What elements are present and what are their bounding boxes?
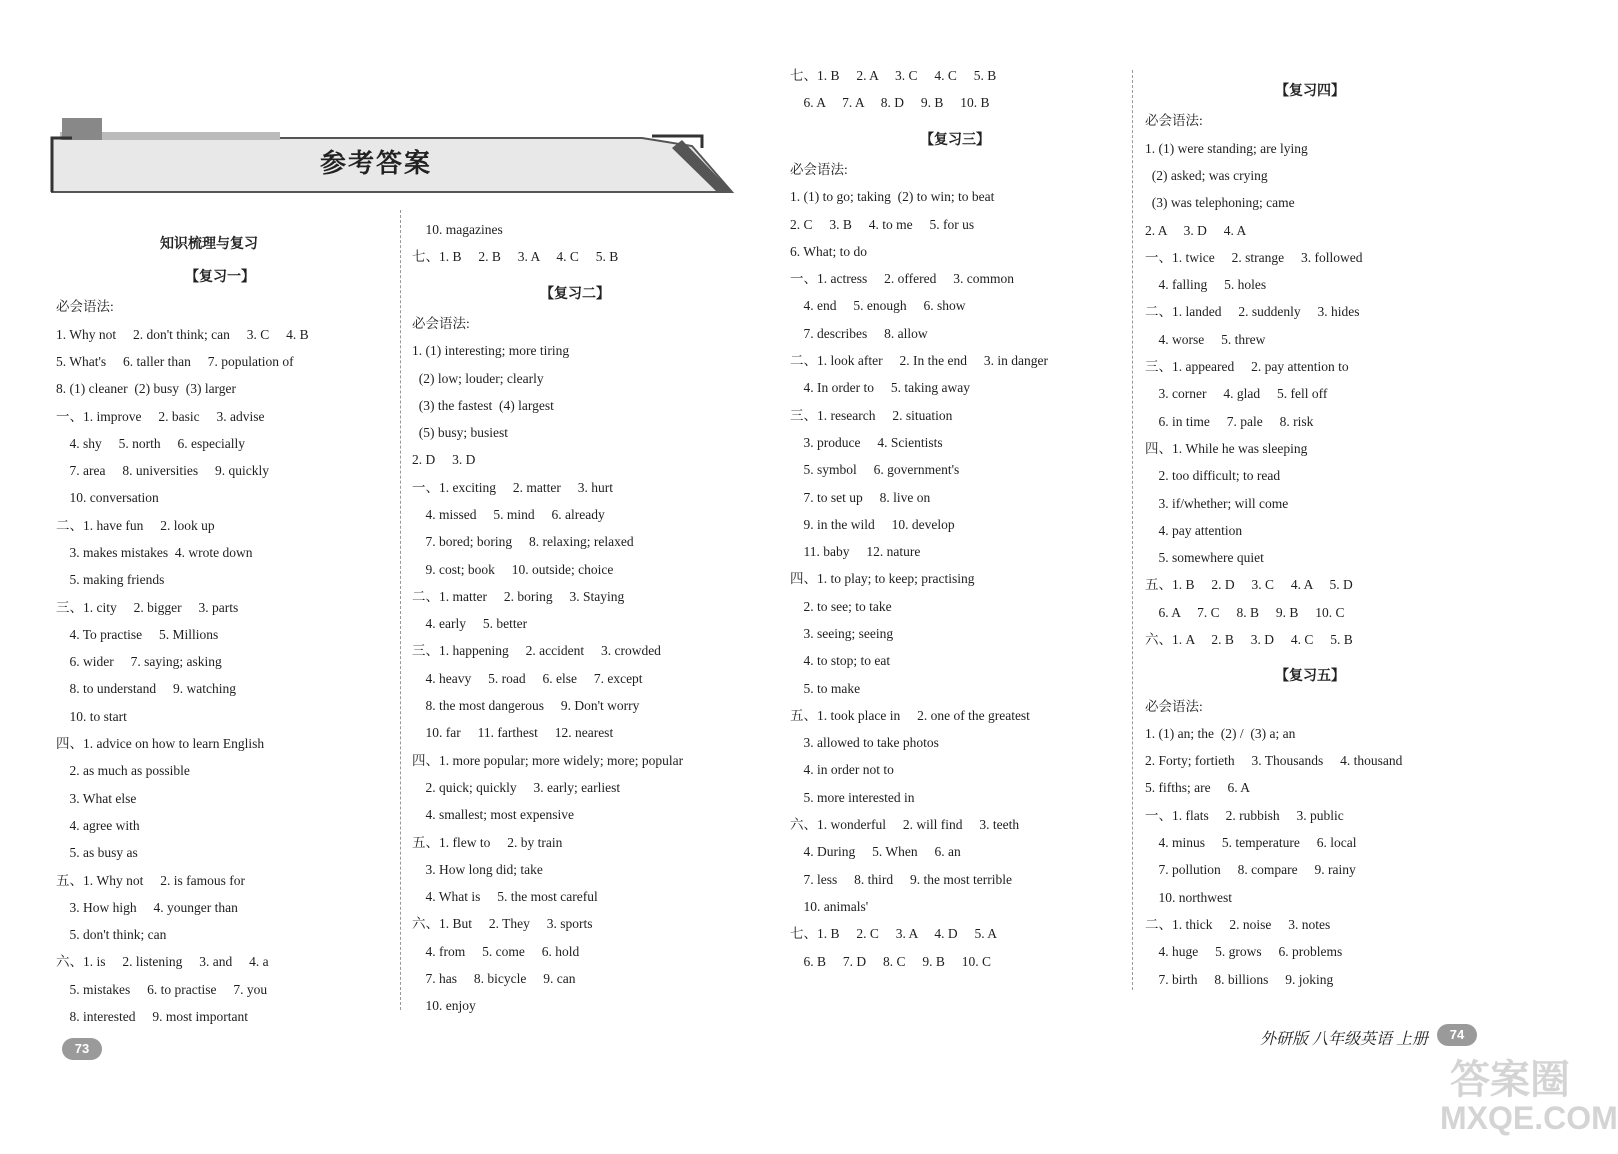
answer-line: 4. to stop; to eat: [790, 653, 891, 668]
answer-line: 5. somewhere quiet: [1145, 550, 1264, 565]
answer-line: 4. from 5. come 6. hold: [412, 944, 580, 959]
answer-line: 3. How long did; take: [412, 862, 543, 877]
answer-line: 8. interested 9. most important: [56, 1009, 248, 1024]
answer-line: 5. symbol 6. government's: [790, 462, 960, 477]
answer-line: (3) was telephoning; came: [1145, 195, 1295, 210]
review-heading: 【复习三】: [920, 133, 990, 148]
answer-line: 7. area 8. universities 9. quickly: [56, 463, 269, 478]
review-heading: 【复习四】: [1275, 84, 1345, 99]
answer-line: (2) low; louder; clearly: [412, 371, 544, 386]
answer-line: 一、1. improve 2. basic 3. advise: [56, 409, 265, 424]
answer-line: 七、1. B 2. A 3. C 4. C 5. B: [790, 68, 997, 83]
answer-line: 5. making friends: [56, 572, 165, 587]
answer-line: 7. birth 8. billions 9. joking: [1145, 972, 1334, 987]
column-divider: [400, 210, 401, 1010]
answer-line: 六、1. A 2. B 3. D 4. C 5. B: [1145, 632, 1353, 647]
answer-line: 四、1. to play; to keep; practising: [790, 571, 975, 586]
answer-line: 6. A 7. C 8. B 9. B 10. C: [1145, 605, 1345, 620]
answer-line: 三、1. research 2. situation: [790, 408, 953, 423]
answer-line: 4. During 5. When 6. an: [790, 844, 961, 859]
answer-line: 必会语法:: [790, 162, 848, 177]
answer-line: 三、1. appeared 2. pay attention to: [1145, 359, 1349, 374]
answer-line: 6. A 7. A 8. D 9. B 10. B: [790, 95, 990, 110]
answer-line: 一、1. twice 2. strange 3. followed: [1145, 250, 1363, 265]
answer-line: 3. makes mistakes 4. wrote down: [56, 545, 253, 560]
answer-line: 4. shy 5. north 6. especially: [56, 436, 245, 451]
answer-line: 2. C 3. B 4. to me 5. for us: [790, 217, 975, 232]
answer-line: 7. has 8. bicycle 9. can: [412, 971, 576, 986]
review-heading: 【复习五】: [1275, 669, 1345, 684]
answer-line: (3) the fastest (4) largest: [412, 398, 554, 413]
answer-line: 4. falling 5. holes: [1145, 277, 1267, 292]
review-heading: 【复习一】: [185, 270, 255, 285]
answer-line: 六、1. wonderful 2. will find 3. teeth: [790, 817, 1020, 832]
answer-line: 七、1. B 2. C 3. A 4. D 5. A: [790, 926, 998, 941]
answer-line: 4. missed 5. mind 6. already: [412, 507, 605, 522]
answer-line: 2. A 3. D 4. A: [1145, 223, 1247, 238]
answer-line: 二、1. thick 2. noise 3. notes: [1145, 917, 1331, 932]
answer-line: 10. animals': [790, 899, 869, 914]
answer-line: 四、1. advice on how to learn English: [56, 736, 265, 751]
answer-line: 10. far 11. farthest 12. nearest: [412, 725, 614, 740]
answer-line: 7. to set up 8. live on: [790, 490, 931, 505]
answer-line: (2) asked; was crying: [1145, 168, 1268, 183]
answer-line: 7. pollution 8. compare 9. rainy: [1145, 862, 1356, 877]
answer-line: 二、1. matter 2. boring 3. Staying: [412, 589, 625, 604]
answer-line: 4. minus 5. temperature 6. local: [1145, 835, 1357, 850]
answer-line: 10. conversation: [56, 490, 159, 505]
answer-line: 4. What is 5. the most careful: [412, 889, 598, 904]
answer-line: 2. to see; to take: [790, 599, 892, 614]
answer-line: 2. too difficult; to read: [1145, 468, 1281, 483]
column-divider: [1132, 70, 1133, 990]
answer-line: 10. northwest: [1145, 890, 1232, 905]
answer-line: 8. the most dangerous 9. Don't worry: [412, 698, 640, 713]
answer-line: 8. to understand 9. watching: [56, 681, 236, 696]
answer-line: 三、1. city 2. bigger 3. parts: [56, 600, 239, 615]
answer-line: 3. What else: [56, 791, 137, 806]
page-title: 参考答案: [320, 149, 433, 179]
answer-line: 4. in order not to: [790, 762, 894, 777]
answer-line: 4. huge 5. grows 6. problems: [1145, 944, 1343, 959]
answer-line: 8. (1) cleaner (2) busy (3) larger: [56, 381, 237, 396]
answer-line: 2. Forty; fortieth 3. Thousands 4. thousand: [1145, 753, 1403, 768]
answer-line: 4. In order to 5. taking away: [790, 380, 970, 395]
answer-line: 一、1. exciting 2. matter 3. hurt: [412, 480, 613, 495]
answer-line: 一、1. actress 2. offered 3. common: [790, 271, 1014, 286]
answer-line: 六、1. is 2. listening 3. and 4. a: [56, 954, 269, 969]
answer-line: 6. wider 7. saying; asking: [56, 654, 222, 669]
answer-line: 2. D 3. D: [412, 452, 476, 467]
answer-line: 必会语法:: [1145, 113, 1203, 128]
answer-line: 9. in the wild 10. develop: [790, 517, 955, 532]
answer-line: 1. Why not 2. don't think; can 3. C 4. B: [56, 327, 309, 342]
answer-line: 必会语法:: [56, 299, 114, 314]
footer-text: 外研版 八年级英语 上册: [1260, 1031, 1429, 1048]
answer-line: 六、1. But 2. They 3. sports: [412, 916, 593, 931]
answer-line: 七、1. B 2. B 3. A 4. C 5. B: [412, 249, 619, 264]
answer-line: 3. allowed to take photos: [790, 735, 939, 750]
answer-line: 9. cost; book 10. outside; choice: [412, 562, 614, 577]
answer-line: 2. quick; quickly 3. early; earliest: [412, 780, 621, 795]
answer-line: 6. What; to do: [790, 244, 867, 259]
answer-line: 五、1. Why not 2. is famous for: [56, 873, 245, 888]
answer-line: 4. smallest; most expensive: [412, 807, 574, 822]
watermark-logo: 答案圈: [1450, 1057, 1570, 1103]
answer-line: 10. to start: [56, 709, 127, 724]
page-number-right: 74: [1437, 1024, 1477, 1046]
answer-line: (5) busy; busiest: [412, 425, 508, 440]
answer-line: 5. What's 6. taller than 7. population of: [56, 354, 294, 369]
answer-line: 1. (1) interesting; more tiring: [412, 343, 570, 358]
answer-line: 7. less 8. third 9. the most terrible: [790, 872, 1012, 887]
answer-line: 4. heavy 5. road 6. else 7. except: [412, 671, 643, 686]
answer-line: 4. end 5. enough 6. show: [790, 298, 966, 313]
answer-line: 5. as busy as: [56, 845, 138, 860]
answer-line: 3. How high 4. younger than: [56, 900, 238, 915]
section-title: 知识梳理与复习: [160, 237, 258, 252]
answer-line: 1. (1) an; the (2) / (3) a; an: [1145, 726, 1296, 741]
answer-line: 1. (1) to go; taking (2) to win; to beat: [790, 189, 995, 204]
watermark-url: MXQE.COM: [1440, 1100, 1618, 1136]
answer-line: 7. bored; boring 8. relaxing; relaxed: [412, 534, 634, 549]
answer-line: 必会语法:: [1145, 699, 1203, 714]
answer-line: 四、1. more popular; more widely; more; popular: [412, 753, 684, 768]
page-number-left: 73: [62, 1038, 102, 1060]
answer-line: 五、1. flew to 2. by train: [412, 835, 563, 850]
answer-line: 二、1. look after 2. In the end 3. in danger: [790, 353, 1048, 368]
answer-line: 2. as much as possible: [56, 763, 190, 778]
answer-line: 7. describes 8. allow: [790, 326, 928, 341]
answer-line: 6. in time 7. pale 8. risk: [1145, 414, 1314, 429]
answer-line: 3. produce 4. Scientists: [790, 435, 943, 450]
answer-line: 10. magazines: [412, 222, 503, 237]
answer-line: 4. worse 5. threw: [1145, 332, 1266, 347]
answer-line: 4. agree with: [56, 818, 140, 833]
answer-line: 3. seeing; seeing: [790, 626, 894, 641]
answer-line: 10. enjoy: [412, 998, 476, 1013]
answer-line: 5. mistakes 6. to practise 7. you: [56, 982, 268, 997]
answer-line: 4. early 5. better: [412, 616, 528, 631]
answer-line: 1. (1) were standing; are lying: [1145, 141, 1308, 156]
answer-line: 3. if/whether; will come: [1145, 496, 1289, 511]
answer-line: 三、1. happening 2. accident 3. crowded: [412, 643, 661, 658]
answer-line: 5. fifths; are 6. A: [1145, 780, 1250, 795]
answer-line: 4. pay attention: [1145, 523, 1243, 538]
answer-line: 二、1. landed 2. suddenly 3. hides: [1145, 304, 1360, 319]
answer-line: 5. to make: [790, 681, 861, 696]
answer-line: 一、1. flats 2. rubbish 3. public: [1145, 808, 1344, 823]
answer-line: 五、1. B 2. D 3. C 4. A 5. D: [1145, 577, 1353, 592]
answer-line: 5. more interested in: [790, 790, 915, 805]
answer-line: 二、1. have fun 2. look up: [56, 518, 215, 533]
answer-line: 4. To practise 5. Millions: [56, 627, 219, 642]
answer-line: 四、1. While he was sleeping: [1145, 441, 1308, 456]
answer-line: 6. B 7. D 8. C 9. B 10. C: [790, 954, 992, 969]
review-heading: 【复习二】: [540, 287, 610, 302]
answer-line: 必会语法:: [412, 316, 470, 331]
answer-line: 3. corner 4. glad 5. fell off: [1145, 386, 1328, 401]
answer-line: 五、1. took place in 2. one of the greatest: [790, 708, 1030, 723]
answer-line: 11. baby 12. nature: [790, 544, 921, 559]
answer-line: 5. don't think; can: [56, 927, 167, 942]
